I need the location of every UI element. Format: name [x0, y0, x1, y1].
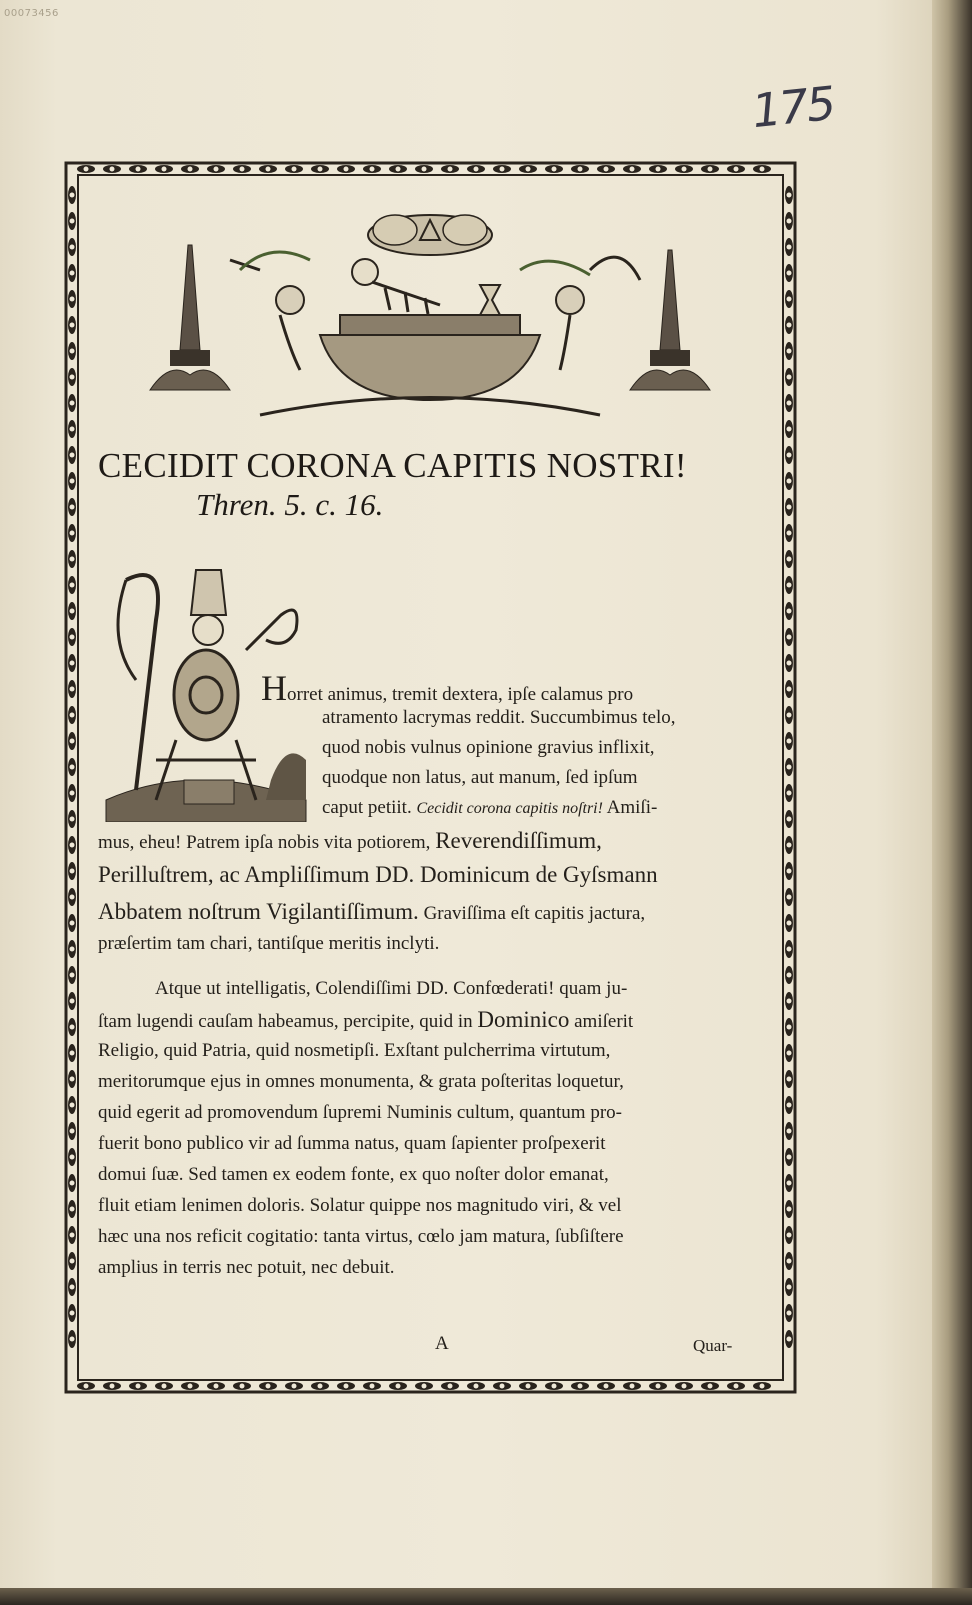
- page-edge: [932, 0, 972, 1605]
- para1-line-5: [322, 793, 657, 824]
- border-ornament-dot: [292, 167, 297, 172]
- border-ornament-dot: [396, 1384, 401, 1389]
- para1-line-8-b: Graviſſima eſt capitis jactura,: [423, 903, 646, 924]
- para2-line-8: fluit etiam lenimen doloris. Solatur quippe nos magnitudo viri, & vel: [98, 1195, 622, 1216]
- border-ornament-dot: [787, 271, 792, 276]
- honorific-reverendissimum: Reverendiſſimum,: [435, 828, 602, 853]
- border-ornament-dot: [396, 167, 401, 172]
- border-ornament-dot: [136, 167, 141, 172]
- border-ornament-dot: [787, 1051, 792, 1056]
- border-ornament-dot: [760, 1384, 765, 1389]
- italic-quotation: Cecidit corona capitis noſtri!: [416, 800, 603, 817]
- border-ornament-dot: [474, 1384, 479, 1389]
- border-ornament-dot: [787, 947, 792, 952]
- border-ornament-dot: [70, 323, 75, 328]
- border-ornament-dot: [630, 1384, 635, 1389]
- border-ornament-dot: [162, 1384, 167, 1389]
- border-ornament-dot: [787, 739, 792, 744]
- para1-line-6-a: mus, eheu! Patrem ipſa nobis vita potiorem,: [98, 832, 431, 853]
- border-ornament-dot: [787, 661, 792, 666]
- scripture-citation: Thren. 5. c. 16.: [196, 487, 384, 522]
- border-ornament-dot: [188, 167, 193, 172]
- page-shadow: [0, 1588, 972, 1605]
- catchword: Quar-: [693, 1336, 733, 1355]
- para2-line-1: Atque ut intelligatis, Colendiſſimi DD. Confœderati! quam ju-: [155, 978, 628, 999]
- border-ornament-dot: [604, 1384, 609, 1389]
- border-ornament-dot: [787, 505, 792, 510]
- border-ornament-dot: [787, 713, 792, 718]
- border-ornament-dot: [110, 167, 115, 172]
- border-ornament-dot: [70, 687, 75, 692]
- border-ornament-dot: [70, 1025, 75, 1030]
- para2-line-5: quid egerit ad promovendum ſupremi Numinis cultum, quantum pro-: [98, 1102, 622, 1123]
- border-ornament-dot: [787, 1259, 792, 1264]
- border-ornament-dot: [787, 1311, 792, 1316]
- para1-line-4: quodque non latus, aut manum, ſed ipſum: [322, 767, 638, 788]
- border-ornament-dot: [526, 167, 531, 172]
- para2-line-2: [98, 1005, 633, 1037]
- para2-line-10: amplius in terris nec potuit, nec debuit.: [98, 1257, 395, 1278]
- border-ornament-dot: [422, 1384, 427, 1389]
- border-ornament-dot: [787, 297, 792, 302]
- para2-line-3: Religio, quid Patria, quid nosmetipſi. Exſtant pulcherrima virtutum,: [98, 1040, 611, 1061]
- border-ornament-dot: [787, 843, 792, 848]
- border-ornament-dot: [318, 167, 323, 172]
- para2-line-2-b: amiſerit: [574, 1011, 634, 1032]
- archive-stamp: 00073456: [4, 8, 59, 19]
- border-ornament-dot: [70, 271, 75, 276]
- memento-mori-headpiece-icon: [140, 200, 720, 425]
- border-ornament-dot: [787, 219, 792, 224]
- border-ornament-dot: [787, 1181, 792, 1186]
- border-ornament-dot: [787, 323, 792, 328]
- border-ornament-dot: [70, 1129, 75, 1134]
- border-ornament-dot: [787, 765, 792, 770]
- para2-line-7: domui ſuæ. Sed tamen ex eodem fonte, ex quo noſter dolor emanat,: [98, 1164, 609, 1185]
- border-ornament-dot: [787, 193, 792, 198]
- border-ornament-dot: [500, 167, 505, 172]
- border-ornament-dot: [708, 1384, 713, 1389]
- border-ornament-dot: [136, 1384, 141, 1389]
- para1-line-5-a: caput petiit.: [322, 797, 412, 818]
- page-title: CECIDIT CORONA CAPITIS NOSTRI!: [98, 446, 687, 485]
- border-ornament-dot: [84, 1384, 89, 1389]
- border-ornament-dot: [70, 531, 75, 536]
- para2-line-4: meritorumque ejus in omnes monumenta, & grata poſteritas loquetur,: [98, 1071, 624, 1092]
- border-ornament-dot: [266, 167, 271, 172]
- border-ornament-dot: [734, 167, 739, 172]
- border-ornament-dot: [787, 427, 792, 432]
- border-ornament-dot: [70, 817, 75, 822]
- border-ornament-dot: [70, 921, 75, 926]
- border-ornament-dot: [787, 609, 792, 614]
- drop-initial: H: [261, 668, 287, 708]
- border-ornament-dot: [734, 1384, 739, 1389]
- border-ornament-dot: [70, 895, 75, 900]
- border-ornament-dot: [787, 635, 792, 640]
- border-ornament-dot: [787, 1077, 792, 1082]
- border-ornament-dot: [552, 1384, 557, 1389]
- border-ornament-dot: [787, 921, 792, 926]
- border-ornament-dot: [787, 1025, 792, 1030]
- para2-line-6: fuerit bono publico vir ad ſumma natus, quam ſapienter proſpexerit: [98, 1133, 606, 1154]
- border-ornament-dot: [318, 1384, 323, 1389]
- border-ornament-dot: [110, 1384, 115, 1389]
- border-ornament-dot: [787, 375, 792, 380]
- border-ornament-dot: [787, 1207, 792, 1212]
- border-ornament-dot: [162, 167, 167, 172]
- name-dominico: Dominico: [477, 1007, 570, 1032]
- border-ornament-dot: [370, 1384, 375, 1389]
- border-ornament-dot: [787, 401, 792, 406]
- border-ornament-dot: [370, 167, 375, 172]
- border-ornament-dot: [70, 401, 75, 406]
- border-ornament-dot: [70, 1155, 75, 1160]
- border-ornament-dot: [240, 167, 245, 172]
- border-ornament-dot: [70, 1051, 75, 1056]
- border-ornament-dot: [422, 167, 427, 172]
- border-ornament-dot: [70, 557, 75, 562]
- para1-line-8: [98, 897, 645, 929]
- border-ornament-dot: [682, 1384, 687, 1389]
- border-ornament-dot: [70, 193, 75, 198]
- border-ornament-dot: [70, 1285, 75, 1290]
- border-ornament-dot: [708, 167, 713, 172]
- border-ornament-dot: [578, 167, 583, 172]
- border-ornament-dot: [214, 1384, 219, 1389]
- para1-line-5-b: Amiſi-: [606, 797, 658, 818]
- border-ornament-dot: [344, 167, 349, 172]
- border-ornament-dot: [787, 869, 792, 874]
- border-ornament-dot: [787, 583, 792, 588]
- para1-line-3: quod nobis vulnus opinione gravius inflixit,: [322, 737, 655, 758]
- border-ornament-dot: [474, 167, 479, 172]
- para1-line-9: præſertim tam chari, tantiſque meritis inclyti.: [98, 933, 440, 954]
- border-ornament-dot: [70, 349, 75, 354]
- border-ornament-dot: [188, 1384, 193, 1389]
- signature-mark: A: [435, 1333, 449, 1354]
- border-ornament-dot: [70, 1259, 75, 1264]
- para2-line-2-a: ſtam lugendi cauſam habeamus, percipite, quid in: [98, 1011, 473, 1032]
- border-ornament-dot: [787, 791, 792, 796]
- border-ornament-dot: [266, 1384, 271, 1389]
- border-ornament-dot: [787, 245, 792, 250]
- border-ornament-dot: [70, 765, 75, 770]
- border-ornament-dot: [70, 1207, 75, 1212]
- border-ornament-dot: [70, 791, 75, 796]
- border-ornament-dot: [787, 973, 792, 978]
- border-ornament-dot: [787, 349, 792, 354]
- border-ornament-dot: [787, 557, 792, 562]
- border-ornament-dot: [70, 609, 75, 614]
- border-ornament-dot: [70, 505, 75, 510]
- border-ornament-dot: [578, 1384, 583, 1389]
- border-ornament-dot: [448, 1384, 453, 1389]
- border-ornament-dot: [604, 167, 609, 172]
- border-ornament-dot: [70, 427, 75, 432]
- para2-line-9: hæc una nos reficit cogitatio: tanta virtus, cœlo jam matura, ſubſiſtere: [98, 1226, 624, 1247]
- border-ornament-dot: [70, 947, 75, 952]
- border-ornament-dot: [787, 817, 792, 822]
- border-ornament-dot: [240, 1384, 245, 1389]
- border-ornament-dot: [70, 635, 75, 640]
- border-ornament-dot: [70, 713, 75, 718]
- para1-line-2: atramento lacrymas reddit. Succumbimus telo,: [322, 707, 676, 728]
- border-ornament-dot: [787, 999, 792, 1004]
- border-ornament-dot: [70, 843, 75, 848]
- border-ornament-dot: [787, 1337, 792, 1342]
- border-ornament-dot: [448, 167, 453, 172]
- abbot-title: Abbatem noſtrum Vigilantiſſimum.: [98, 899, 419, 924]
- para1-line-6: [98, 826, 602, 858]
- border-ornament-dot: [70, 1181, 75, 1186]
- border-ornament-dot: [70, 1337, 75, 1342]
- border-ornament-dot: [787, 687, 792, 692]
- para1-line-7: Perilluſtrem, ac Ampliſſimum DD. Dominicum de Gyſsmann: [98, 862, 658, 887]
- border-ornament-dot: [787, 895, 792, 900]
- border-ornament-dot: [760, 167, 765, 172]
- border-ornament-dot: [70, 245, 75, 250]
- border-ornament-dot: [787, 1155, 792, 1160]
- border-ornament-dot: [70, 739, 75, 744]
- border-ornament-dot: [656, 1384, 661, 1389]
- border-ornament-dot: [70, 297, 75, 302]
- border-ornament-dot: [787, 1285, 792, 1290]
- border-ornament-dot: [630, 167, 635, 172]
- border-ornament-dot: [70, 1233, 75, 1238]
- border-ornament-dot: [656, 167, 661, 172]
- border-ornament-dot: [787, 531, 792, 536]
- border-ornament-dot: [70, 869, 75, 874]
- border-ornament-dot: [787, 1129, 792, 1134]
- border-ornament-dot: [787, 1103, 792, 1108]
- border-ornament-dot: [70, 583, 75, 588]
- border-ornament-dot: [70, 219, 75, 224]
- border-ornament-dot: [70, 1311, 75, 1316]
- border-ornament-dot: [70, 661, 75, 666]
- folio-number: 175: [749, 75, 837, 139]
- border-ornament-dot: [552, 167, 557, 172]
- border-ornament-dot: [70, 973, 75, 978]
- border-ornament-dot: [500, 1384, 505, 1389]
- border-ornament-dot: [70, 453, 75, 458]
- border-ornament-dot: [526, 1384, 531, 1389]
- border-ornament-dot: [70, 1077, 75, 1082]
- para1-line-1-text: orret animus, tremit dextera, ipſe calamus pro: [287, 684, 634, 705]
- border-ornament-dot: [70, 1103, 75, 1108]
- border-ornament-dot: [70, 375, 75, 380]
- border-ornament-dot: [787, 1233, 792, 1238]
- border-ornament-dot: [344, 1384, 349, 1389]
- border-ornament-dot: [70, 999, 75, 1004]
- border-ornament-dot: [292, 1384, 297, 1389]
- border-ornament-dot: [84, 167, 89, 172]
- border-ornament-dot: [682, 167, 687, 172]
- border-ornament-dot: [214, 167, 219, 172]
- border-ornament-dot: [70, 479, 75, 484]
